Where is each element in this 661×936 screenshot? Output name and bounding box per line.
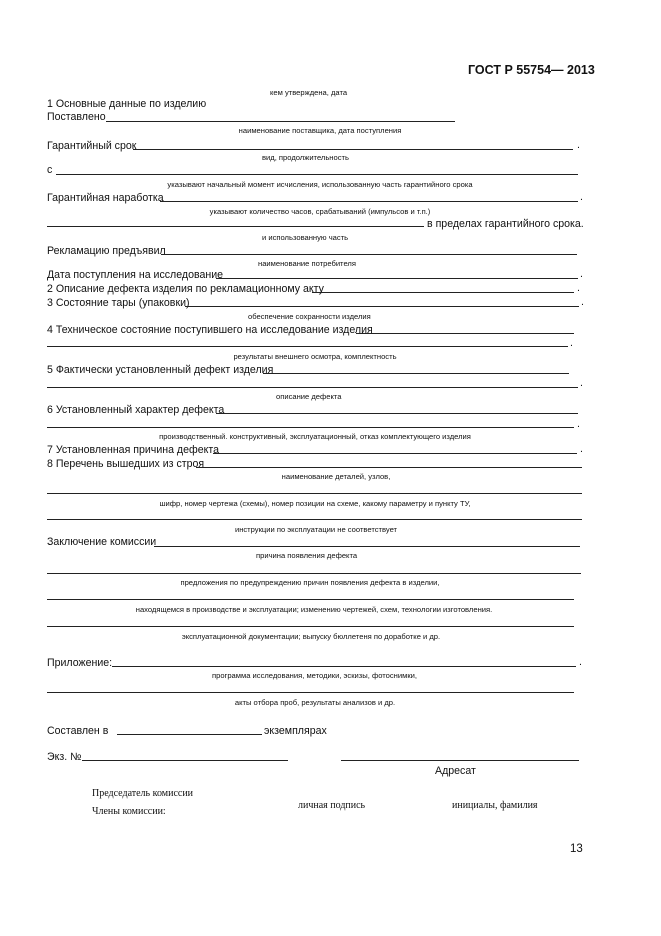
field-line-addressee[interactable]	[341, 760, 579, 761]
page-number: 13	[570, 843, 583, 855]
field-line-runtime-2[interactable]	[47, 226, 424, 227]
caption-preservation: обеспечение сохранности изделия	[248, 312, 371, 321]
caption-approved-by: кем утверждена, дата	[270, 88, 348, 97]
line-end-dot: .	[580, 443, 583, 455]
line-end-dot: .	[581, 296, 584, 308]
field-line-conclusion-4[interactable]	[47, 626, 574, 627]
field-line-copies-count[interactable]	[117, 734, 262, 735]
field-line-defect-description[interactable]	[312, 292, 574, 293]
field-label-copy-no: Экз. №	[47, 751, 82, 763]
label-members: Члены комиссии:	[92, 806, 166, 817]
field-line-tech-state-2[interactable]	[47, 346, 568, 347]
caption-consumer: наименование потребителя	[258, 259, 356, 268]
line-end-dot: .	[579, 656, 582, 668]
field-line-conclusion-2[interactable]	[47, 573, 581, 574]
label-signature: личная подпись	[298, 800, 366, 811]
field-label-within-warranty: в пределах гарантийного срока.	[427, 218, 584, 230]
standard-id: ГОСТ Р 55754— 2013	[468, 63, 595, 77]
field-label-conclusion: Заключение комиссии	[47, 536, 157, 548]
field-line-warranty-runtime[interactable]	[160, 201, 578, 202]
caption-sampling-acts: акты отбора проб, результаты анализов и др.	[234, 698, 396, 707]
caption-parts-names: наименование деталей, узлов,	[281, 472, 391, 481]
field-line-failed-list-3[interactable]	[47, 519, 582, 520]
field-label-warranty-runtime: Гарантийная наработка	[47, 192, 164, 204]
caption-used-part: и использованную часть	[262, 233, 349, 242]
caption-inspection: результаты внешнего осмотра, комплектность	[233, 352, 397, 361]
line-end-dot: .	[577, 418, 580, 430]
field-label-actual-defect: 5 Фактически установленный дефект изделия	[47, 364, 274, 376]
line-end-dot: .	[570, 337, 573, 349]
field-label-arrival-date: Дата поступления на исследование	[47, 269, 224, 281]
caption-supplier: наименование поставщика, дата поступления	[238, 126, 402, 135]
caption-hours-count: указывают количество часов, срабатываний (импульсов и т.п.)	[209, 207, 431, 216]
field-line-arrival-date[interactable]	[216, 278, 578, 279]
field-line-attachment[interactable]	[112, 666, 576, 667]
field-label-made-in: Составлен в	[47, 725, 109, 737]
field-label-defect-character: 6 Установленный характер дефекта	[47, 404, 225, 416]
caption-cause-reason: причина появления дефекта	[256, 551, 358, 560]
field-label-addressee: Адресат	[435, 765, 476, 777]
field-line-actual-defect-2[interactable]	[47, 387, 578, 388]
line-end-dot: .	[580, 191, 583, 203]
caption-defect-desc: описание дефекта	[276, 392, 342, 401]
field-line-supplied[interactable]	[106, 121, 455, 122]
field-line-conclusion[interactable]	[154, 546, 580, 547]
label-chairman: Председатель комиссии	[92, 788, 194, 799]
field-label-copies: экземплярах	[264, 725, 327, 737]
line-end-dot: .	[580, 268, 583, 280]
field-label-supplied: Поставлено	[47, 111, 106, 123]
caption-documentation: эксплуатационной документации; выпуску бюллетеня по доработке и др.	[181, 632, 441, 641]
field-line-failed-list-2[interactable]	[47, 493, 582, 494]
caption-prevention: предложения по предупреждению причин появления дефекта в изделии,	[180, 578, 440, 587]
caption-in-production: находящемся в производстве и эксплуатации; изменению чертежей, схем, технологии изготовления.	[135, 605, 493, 614]
field-line-claim-filed[interactable]	[161, 254, 577, 255]
field-line-defect-character-2[interactable]	[47, 427, 574, 428]
caption-drawing-code: шифр, номер чертежа (схемы), номер позиции на схеме, какому параметру и пункту ТУ,	[159, 499, 471, 508]
section-1-title: 1 Основные данные по изделию	[47, 98, 207, 110]
field-line-packaging-state[interactable]	[185, 306, 579, 307]
field-line-attachment-2[interactable]	[47, 692, 574, 693]
field-label-from: с	[47, 164, 53, 176]
caption-kind-duration: вид, продолжительность	[262, 153, 349, 162]
line-end-dot: .	[580, 377, 583, 389]
caption-failure-type: производственный. конструктивный, эксплуатационный, отказ комплектующего изделия	[159, 432, 471, 441]
field-line-failed-list[interactable]	[196, 467, 582, 468]
field-label-defect-cause: 7 Установленная причина дефекта	[47, 444, 219, 456]
line-end-dot: .	[577, 139, 580, 151]
field-line-tech-state[interactable]	[356, 333, 574, 334]
line-end-dot: .	[577, 282, 580, 294]
field-line-defect-cause[interactable]	[213, 453, 577, 454]
field-label-packaging-state: 3 Состояние тары (упаковки)	[47, 297, 190, 309]
caption-start-point: указывают начальный момент исчисления, использованную часть гарантийного срока	[167, 180, 473, 189]
field-label-claim-filed: Рекламацию предъявил	[47, 245, 166, 257]
field-line-warranty-period[interactable]	[133, 149, 573, 150]
label-initials: инициалы, фамилия	[452, 800, 538, 811]
field-line-actual-defect[interactable]	[263, 373, 569, 374]
field-line-from[interactable]	[56, 174, 578, 175]
field-label-attachment: Приложение:	[47, 657, 113, 669]
caption-manual-mismatch: инструкции по эксплуатации не соответствует	[234, 525, 398, 534]
field-line-defect-character[interactable]	[216, 413, 578, 414]
field-line-copy-no[interactable]	[82, 760, 288, 761]
field-label-failed-list: 8 Перечень вышедших из строя	[47, 458, 205, 470]
field-label-tech-state: 4 Техническое состояние поступившего на исследование изделия	[47, 324, 373, 336]
caption-research-program: программа исследования, методики, эскизы, фотоснимки,	[211, 671, 417, 680]
field-label-defect-description: 2 Описание дефекта изделия по рекламационному акту	[47, 283, 324, 295]
field-line-conclusion-3[interactable]	[47, 599, 574, 600]
field-label-warranty-period: Гарантийный срок	[47, 140, 137, 152]
